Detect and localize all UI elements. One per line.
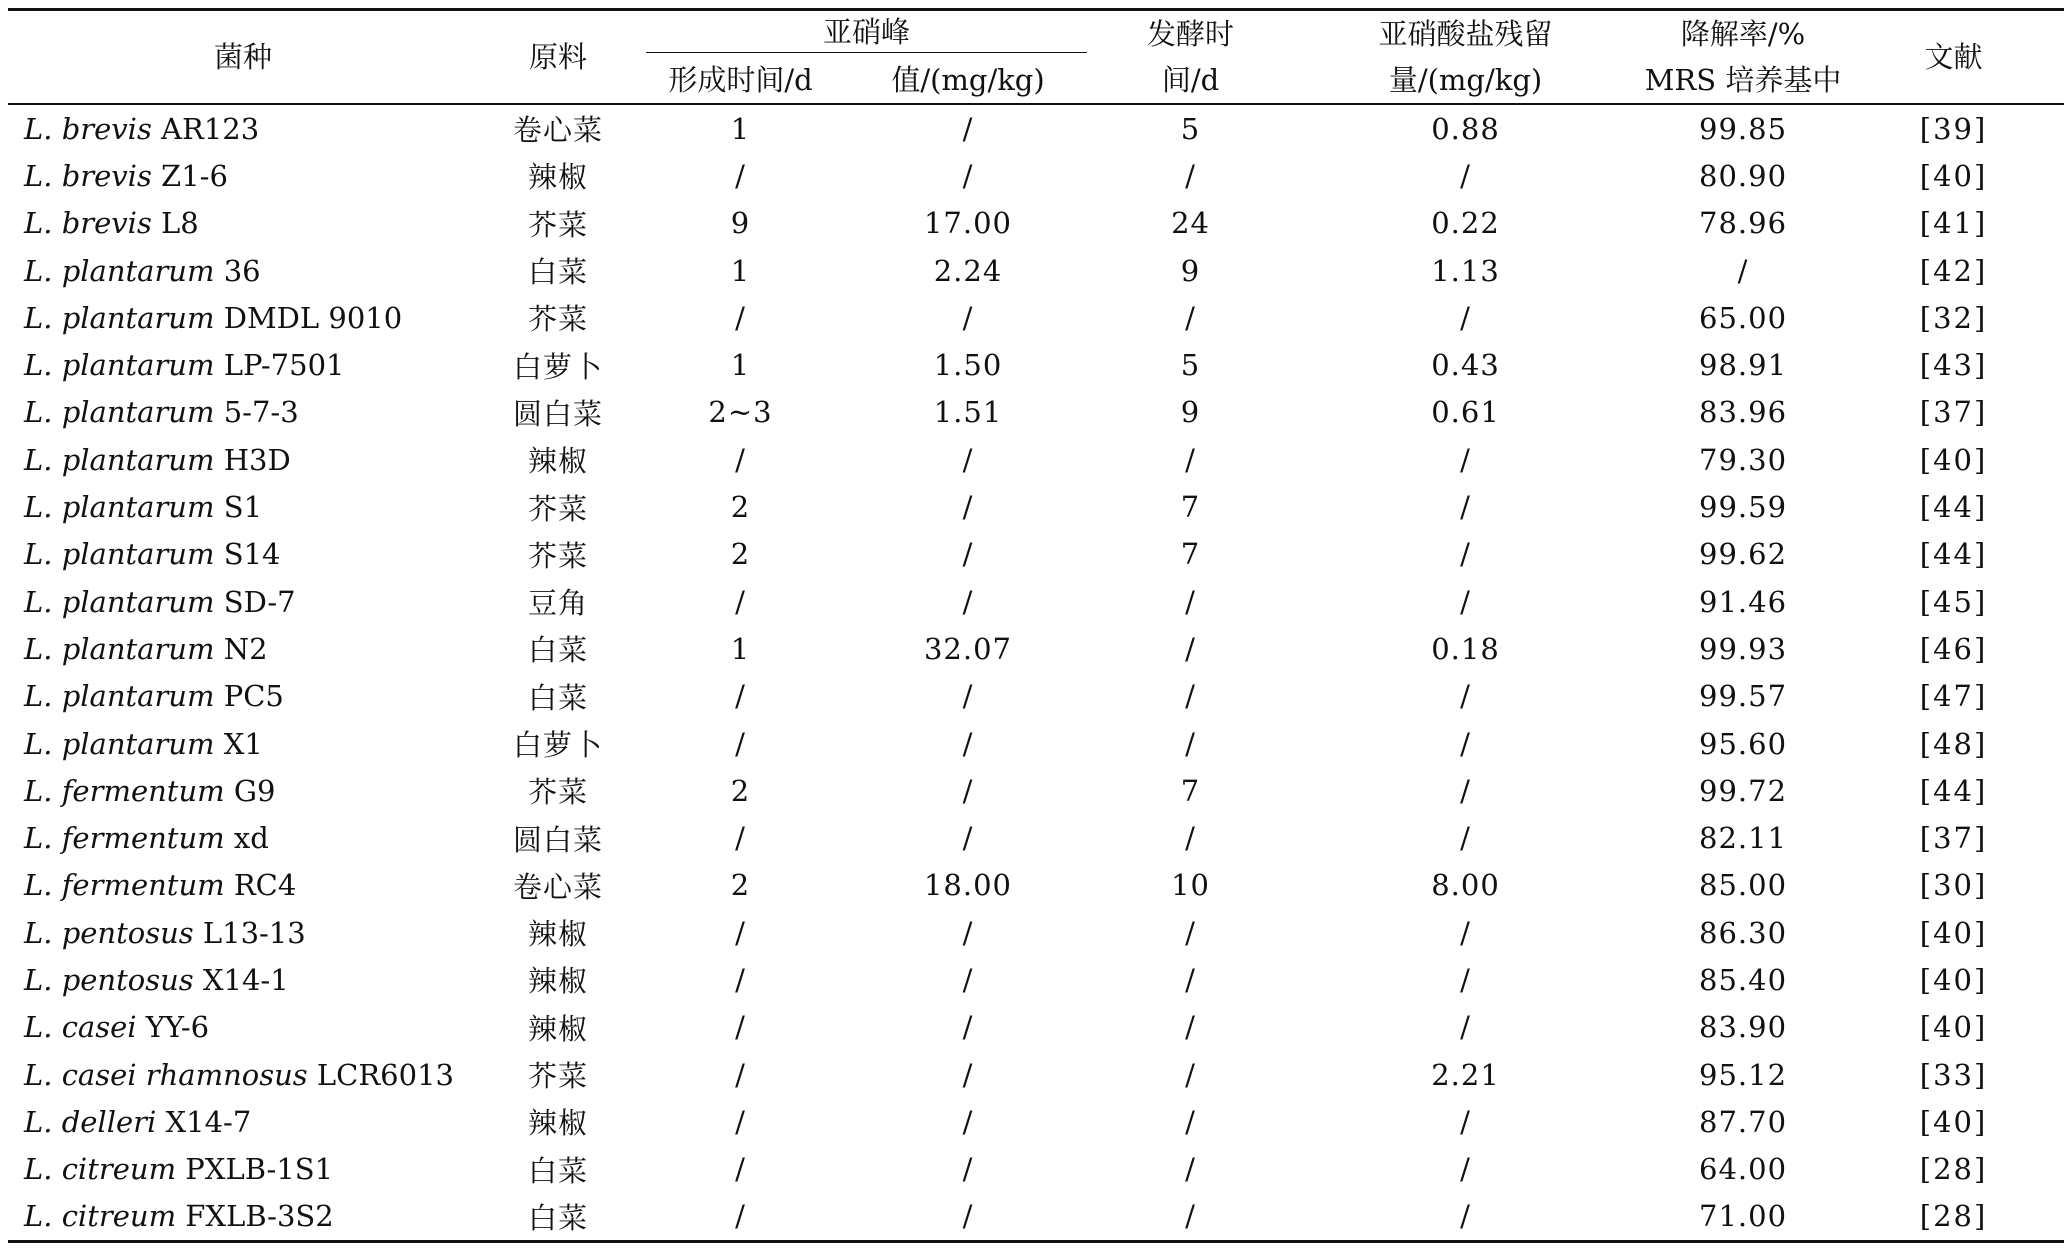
header-nitrite-peak-label: 亚硝峰 <box>646 12 1087 53</box>
cell-degradation: 65.00 <box>1699 300 1788 335</box>
strain-code: FXLB-3S2 <box>185 1199 334 1234</box>
cell-peak-value: 2.24 <box>933 253 1003 288</box>
cell-ferment-time: / <box>1185 158 1196 193</box>
cell-formation-time: 9 <box>730 206 751 241</box>
cell-ferment-time: / <box>1185 442 1196 477</box>
header-residual-line2: 量/(mg/kg) <box>1388 63 1543 97</box>
species-name: L. plantarum <box>24 395 215 430</box>
cell-material: 芥菜 <box>527 302 588 337</box>
cell-degradation: 99.59 <box>1699 490 1788 525</box>
cell-residual: / <box>1460 1104 1471 1139</box>
cell-formation-time: / <box>735 158 746 193</box>
cell-degradation: 86.30 <box>1699 915 1788 950</box>
cell-peak-value: / <box>962 962 974 997</box>
cell-material: 白菜 <box>527 255 588 290</box>
cell-reference: [39] <box>1919 111 1988 146</box>
species-name: L. plantarum <box>24 253 215 288</box>
table-header <box>8 10 2064 105</box>
table-row <box>8 247 2064 294</box>
cell-ferment-time: / <box>1185 726 1196 761</box>
species-name: L. brevis <box>24 111 152 146</box>
cell-degradation: 64.00 <box>1699 1152 1788 1187</box>
cell-residual: 0.88 <box>1431 111 1500 146</box>
cell-strain <box>8 1146 478 1193</box>
cell-degradation: 80.90 <box>1699 158 1788 193</box>
strain-code: S1 <box>223 490 263 525</box>
table-row <box>8 389 2064 436</box>
cell-formation-time: / <box>735 442 746 477</box>
cell-peak-value: / <box>962 300 974 335</box>
species-name: L. pentosus <box>24 962 194 997</box>
species-name: L. fermentum <box>24 821 225 856</box>
species-name: L. brevis <box>24 206 152 241</box>
table-row <box>8 720 2064 767</box>
cell-strain <box>8 389 478 436</box>
cell-residual: / <box>1460 1010 1471 1045</box>
cell-residual: / <box>1460 442 1471 477</box>
cell-peak-value: / <box>962 111 974 146</box>
strain-code: LCR6013 <box>316 1057 454 1092</box>
cell-reference: [28] <box>1919 1152 1988 1187</box>
cell-strain <box>8 341 478 388</box>
cell-residual: / <box>1460 158 1471 193</box>
cell-ferment-time: / <box>1185 1152 1196 1187</box>
strain-code: L8 <box>161 206 199 241</box>
cell-peak-value: / <box>962 1057 974 1092</box>
header-ferment-time-line1: 发酵时 <box>1147 17 1235 51</box>
cell-ferment-time: 9 <box>1180 395 1201 430</box>
cell-formation-time: / <box>735 300 746 335</box>
cell-material: 辣椒 <box>527 1106 588 1141</box>
cell-residual: / <box>1460 821 1471 856</box>
cell-material: 卷心菜 <box>512 113 603 148</box>
cell-material: 白菜 <box>527 1153 588 1188</box>
species-name: L. plantarum <box>24 348 215 383</box>
strain-code: RC4 <box>233 868 297 903</box>
cell-strain <box>8 578 478 625</box>
cell-material: 白菜 <box>527 633 588 668</box>
cell-degradation: 83.96 <box>1699 395 1788 430</box>
cell-formation-time: / <box>638 1193 843 1242</box>
cell-strain <box>8 862 478 909</box>
cell-strain <box>8 1051 478 1098</box>
cell-peak-value: / <box>962 584 974 619</box>
cell-reference: [46] <box>1919 631 1988 666</box>
strain-code: DMDL 9010 <box>223 300 403 335</box>
cell-residual: / <box>1460 773 1471 808</box>
cell-material: 芥菜 <box>527 207 588 242</box>
strain-code: S14 <box>223 537 281 572</box>
cell-ferment-time: / <box>1185 631 1196 666</box>
cell-material: 芥菜 <box>527 775 588 810</box>
species-name: L. plantarum <box>24 679 215 714</box>
species-name: L. citreum <box>24 1199 177 1234</box>
cell-peak-value: / <box>962 442 974 477</box>
cell-degradation: 85.00 <box>1699 868 1788 903</box>
table-row <box>8 673 2064 720</box>
cell-residual: 0.18 <box>1431 631 1500 666</box>
table-row <box>8 341 2064 388</box>
cell-strain <box>8 1004 478 1051</box>
cell-strain <box>8 909 478 956</box>
cell-degradation: 99.57 <box>1699 679 1788 714</box>
cell-degradation: 99.72 <box>1699 773 1788 808</box>
strain-code: Z1-6 <box>161 158 228 193</box>
table-row <box>8 814 2064 861</box>
table-row <box>8 104 2064 152</box>
table-row <box>8 1146 2064 1193</box>
cell-reference: [40] <box>1919 1010 1988 1045</box>
strain-code: X14-7 <box>165 1104 252 1139</box>
cell-degradation: / <box>1737 253 1749 288</box>
cell-formation-time: / <box>735 821 746 856</box>
cell-formation-time: / <box>735 679 746 714</box>
cell-peak-value: / <box>962 821 974 856</box>
cell-strain <box>8 956 478 1003</box>
cell-reference: [44] <box>1919 537 1988 572</box>
header-peak-value: 值/(mg/kg) <box>891 63 1045 97</box>
cell-residual: / <box>1460 726 1471 761</box>
cell-reference: [37] <box>1919 821 1988 856</box>
cell-reference: [40] <box>1919 915 1988 950</box>
cell-material: 辣椒 <box>527 1011 588 1046</box>
cell-material: 卷心菜 <box>512 869 603 904</box>
cell-material: 白菜 <box>478 1193 638 1242</box>
strain-code: 36 <box>223 253 261 288</box>
header-material: 原料 <box>528 40 587 74</box>
strain-code: LP-7501 <box>223 348 345 383</box>
cell-peak-value: / <box>962 773 974 808</box>
cell-strain <box>8 104 478 152</box>
table-row <box>8 862 2064 909</box>
species-name: L. brevis <box>24 158 152 193</box>
cell-ferment-time: 7 <box>1180 490 1201 525</box>
table-row <box>8 531 2064 578</box>
cell-peak-value: 1.50 <box>933 348 1003 383</box>
cell-degradation: 87.70 <box>1699 1104 1788 1139</box>
cell-material: 白菜 <box>527 680 588 715</box>
table-row <box>8 956 2064 1003</box>
species-name: L. plantarum <box>24 442 215 477</box>
strain-code: PXLB-1S1 <box>185 1152 334 1187</box>
cell-degradation: 95.12 <box>1699 1057 1788 1092</box>
cell-reference: [43] <box>1919 348 1988 383</box>
cell-ferment-time: 10 <box>1171 868 1210 903</box>
strain-nitrite-table <box>8 8 2064 1243</box>
cell-ferment-time: / <box>1185 584 1196 619</box>
cell-ferment-time: / <box>1185 1010 1196 1045</box>
cell-material: 芥菜 <box>527 538 588 573</box>
cell-strain <box>8 294 478 341</box>
cell-residual: 0.43 <box>1431 348 1500 383</box>
cell-ferment-time: / <box>1185 821 1196 856</box>
cell-material: 圆白菜 <box>512 396 603 431</box>
cell-material: 辣椒 <box>527 160 588 195</box>
cell-strain <box>8 531 478 578</box>
cell-peak-value: / <box>962 537 974 572</box>
cell-material: 辣椒 <box>527 964 588 999</box>
cell-degradation: 85.40 <box>1699 962 1788 997</box>
cell-formation-time: 2~3 <box>708 395 773 430</box>
cell-material: 辣椒 <box>527 444 588 479</box>
cell-peak-value: / <box>962 158 974 193</box>
table-body <box>8 104 2064 1242</box>
cell-degradation: 71.00 <box>1643 1193 1843 1242</box>
strain-code: xd <box>233 821 269 856</box>
cell-degradation: 95.60 <box>1699 726 1788 761</box>
cell-material: 豆角 <box>527 586 588 621</box>
cell-formation-time: 1 <box>730 253 751 288</box>
cell-reference: [47] <box>1919 679 1988 714</box>
cell-ferment-time: / <box>1185 962 1196 997</box>
species-name: L. casei <box>24 1010 137 1045</box>
strain-code: G9 <box>233 773 276 808</box>
species-name: L. pentosus <box>24 915 194 950</box>
species-name: L. plantarum <box>24 300 215 335</box>
table-row <box>8 294 2064 341</box>
cell-degradation: 91.46 <box>1699 584 1788 619</box>
cell-ferment-time: 5 <box>1180 111 1201 146</box>
strain-code: X1 <box>223 726 263 761</box>
cell-material: 辣椒 <box>527 917 588 952</box>
cell-degradation: 99.85 <box>1699 111 1788 146</box>
cell-formation-time: 2 <box>730 537 751 572</box>
cell-reference: [30] <box>1919 868 1988 903</box>
cell-ferment-time: 7 <box>1180 773 1201 808</box>
cell-degradation: 79.30 <box>1699 442 1788 477</box>
species-name: L. fermentum <box>24 868 225 903</box>
cell-material: 圆白菜 <box>512 822 603 857</box>
cell-formation-time: 1 <box>730 631 751 666</box>
cell-reference: [40] <box>1919 1104 1988 1139</box>
cell-ferment-time: 24 <box>1171 206 1210 241</box>
cell-residual: / <box>1460 300 1471 335</box>
cell-material: 白萝卜 <box>512 349 603 384</box>
cell-strain <box>8 814 478 861</box>
table-row <box>8 909 2064 956</box>
cell-peak-value: / <box>962 1152 974 1187</box>
strain-code: N2 <box>223 631 268 666</box>
cell-peak-value: / <box>962 1104 974 1139</box>
cell-degradation: 99.62 <box>1699 537 1788 572</box>
cell-ferment-time: 9 <box>1180 253 1201 288</box>
cell-formation-time: 2 <box>730 773 751 808</box>
cell-formation-time: / <box>735 1152 746 1187</box>
species-name: L. citreum <box>24 1152 177 1187</box>
header-residual-line1: 亚硝酸盐残留 <box>1378 17 1553 51</box>
cell-reference: [32] <box>1919 300 1988 335</box>
cell-residual: 1.13 <box>1431 253 1500 288</box>
cell-degradation: 99.93 <box>1699 631 1788 666</box>
cell-material: 芥菜 <box>527 491 588 526</box>
cell-reference: [44] <box>1919 773 1988 808</box>
species-name: L. plantarum <box>24 490 215 525</box>
cell-residual: / <box>1460 584 1471 619</box>
cell-strain <box>8 625 478 672</box>
cell-formation-time: / <box>735 584 746 619</box>
cell-peak-value: / <box>843 1193 1093 1242</box>
cell-ferment-time: / <box>1185 679 1196 714</box>
table-row <box>8 1004 2064 1051</box>
cell-ferment-time: / <box>1093 1193 1288 1242</box>
cell-residual: / <box>1460 962 1471 997</box>
cell-peak-value: 1.51 <box>933 395 1003 430</box>
cell-residual: / <box>1460 679 1471 714</box>
cell-formation-time: / <box>735 962 746 997</box>
species-name: L. casei rhamnosus <box>24 1057 308 1092</box>
strain-code: H3D <box>223 442 291 477</box>
cell-residual: / <box>1460 537 1471 572</box>
table-row <box>8 1193 2064 1242</box>
cell-formation-time: / <box>735 1057 746 1092</box>
strain-code: YY-6 <box>145 1010 210 1045</box>
cell-ferment-time: 5 <box>1180 348 1201 383</box>
cell-reference: [44] <box>1919 490 1988 525</box>
header-reference: 文献 <box>1924 40 1983 74</box>
strain-code: SD-7 <box>223 584 296 619</box>
cell-formation-time: 1 <box>730 348 751 383</box>
header-ferment-time-line2: 间/d <box>1161 63 1220 97</box>
cell-strain <box>8 200 478 247</box>
cell-ferment-time: / <box>1185 915 1196 950</box>
cell-formation-time: 2 <box>730 490 751 525</box>
cell-reference: [48] <box>1919 726 1988 761</box>
cell-strain <box>8 720 478 767</box>
cell-degradation: 83.90 <box>1699 1010 1788 1045</box>
cell-formation-time: / <box>735 1104 746 1139</box>
header-degradation-line2: MRS 培养基中 <box>1644 63 1842 97</box>
cell-ferment-time: / <box>1185 300 1196 335</box>
table-row <box>8 200 2064 247</box>
cell-ferment-time: / <box>1185 1104 1196 1139</box>
strain-code: PC5 <box>223 679 284 714</box>
cell-reference: [33] <box>1919 1057 1988 1092</box>
table-row <box>8 767 2064 814</box>
table-row <box>8 578 2064 625</box>
table-row <box>8 483 2064 530</box>
cell-degradation: 82.11 <box>1699 821 1788 856</box>
cell-ferment-time: 7 <box>1180 537 1201 572</box>
table-row <box>8 1098 2064 1145</box>
cell-strain <box>8 152 478 199</box>
cell-reference: [41] <box>1919 206 1988 241</box>
cell-strain <box>8 767 478 814</box>
species-name: L. plantarum <box>24 584 215 619</box>
cell-strain <box>8 1098 478 1145</box>
cell-peak-value: / <box>962 490 974 525</box>
cell-strain <box>8 436 478 483</box>
cell-residual: 8.00 <box>1431 868 1500 903</box>
cell-residual: / <box>1460 490 1471 525</box>
cell-strain <box>8 483 478 530</box>
species-name: L. plantarum <box>24 631 215 666</box>
cell-material: 芥菜 <box>527 1059 588 1094</box>
header-degradation-line1: 降解率/% <box>1680 17 1806 51</box>
strain-code: AR123 <box>161 111 260 146</box>
species-name: L. delleri <box>24 1104 157 1139</box>
cell-peak-value: / <box>962 726 974 761</box>
table-row <box>8 625 2064 672</box>
cell-ferment-time: / <box>1185 1057 1196 1092</box>
cell-degradation: 78.96 <box>1699 206 1788 241</box>
cell-peak-value: / <box>962 1010 974 1045</box>
cell-residual: / <box>1288 1193 1643 1242</box>
cell-formation-time: / <box>735 915 746 950</box>
cell-formation-time: / <box>735 1010 746 1045</box>
cell-residual: 0.22 <box>1431 206 1500 241</box>
strain-code: X14-1 <box>202 962 289 997</box>
cell-reference: [40] <box>1919 962 1988 997</box>
cell-degradation: 98.91 <box>1699 348 1788 383</box>
header-nitrite-peak <box>638 10 1093 58</box>
cell-material: 白萝卜 <box>512 728 603 762</box>
strain-code: 5-7-3 <box>223 395 299 430</box>
cell-peak-value: 17.00 <box>923 206 1013 241</box>
cell-reference: [28] <box>1843 1193 2064 1242</box>
cell-peak-value: 18.00 <box>923 868 1013 903</box>
species-name: L. plantarum <box>24 726 215 761</box>
header-strain: 菌种 <box>213 40 272 74</box>
cell-reference: [40] <box>1919 442 1988 477</box>
table-row <box>8 1051 2064 1098</box>
cell-formation-time: / <box>735 726 746 761</box>
cell-reference: [40] <box>1919 158 1988 193</box>
cell-residual: 2.21 <box>1431 1057 1500 1092</box>
cell-reference: [42] <box>1919 253 1988 288</box>
header-formation-time: 形成时间/d <box>668 63 813 97</box>
strain-code: L13-13 <box>202 915 306 950</box>
cell-residual: / <box>1460 1152 1471 1187</box>
cell-residual: / <box>1460 915 1471 950</box>
cell-peak-value: / <box>962 679 974 714</box>
cell-residual: 0.61 <box>1431 395 1500 430</box>
cell-reference: [37] <box>1919 395 1988 430</box>
cell-strain <box>8 1193 478 1242</box>
cell-strain <box>8 247 478 294</box>
cell-formation-time: 1 <box>730 111 751 146</box>
table-row <box>8 436 2064 483</box>
cell-peak-value: 32.07 <box>923 631 1013 666</box>
cell-strain <box>8 673 478 720</box>
cell-formation-time: 2 <box>730 868 751 903</box>
species-name: L. plantarum <box>24 537 215 572</box>
table-row <box>8 152 2064 199</box>
species-name: L. fermentum <box>24 773 225 808</box>
cell-peak-value: / <box>962 915 974 950</box>
cell-reference: [45] <box>1919 584 1988 619</box>
